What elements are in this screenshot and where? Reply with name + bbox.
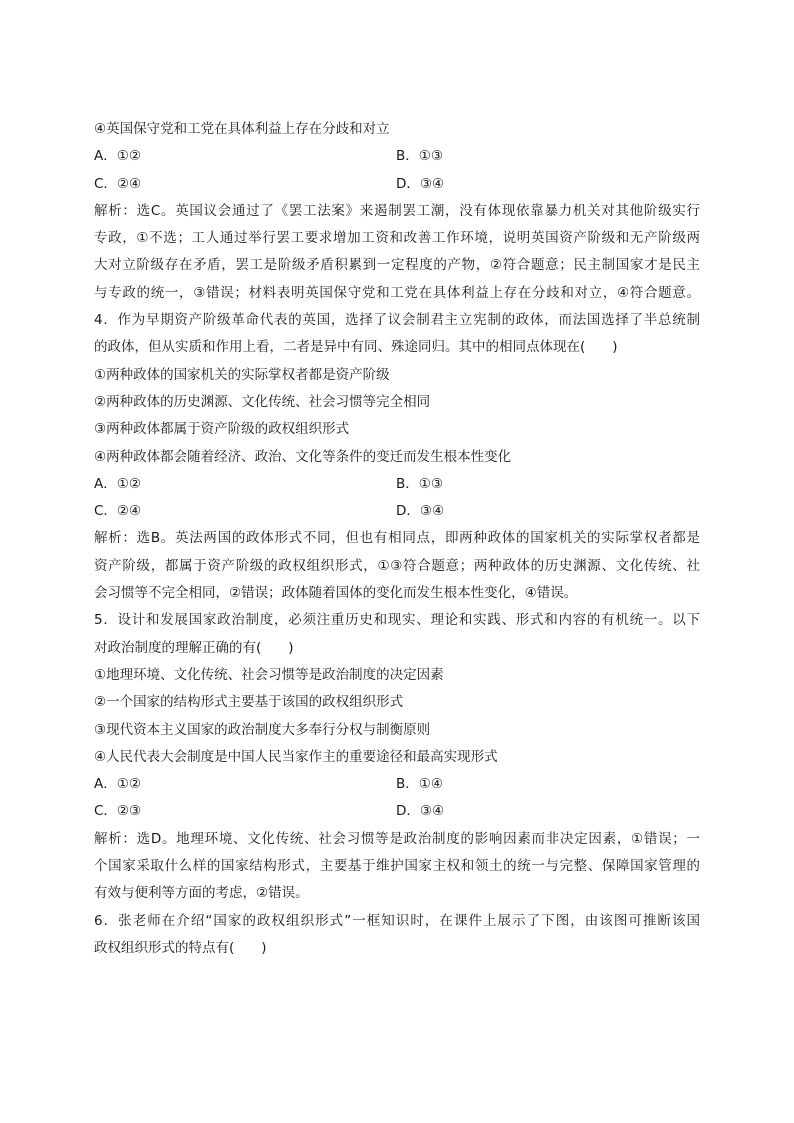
q3-statement-4: ④英国保守党和工党在具体利益上存在分歧和对立 [94,121,390,137]
q4-option-b: B．①③ [396,475,443,492]
q5-statement-1: ①地理环境、文化传统、社会习惯等是政治制度的决定因素 [94,666,444,683]
q5-option-d: D．③④ [396,803,445,820]
q5-explanation-line: 解析：选D。地理环境、文化传统、社会习惯等是政治制度的影响因素而非决定因素，①错误；一 [94,830,700,847]
q4-option-a: A．①② [94,475,141,492]
q5-statement-3: ③现代资本主义国家的政治制度大多奉行分权与制衡原则 [94,721,431,738]
q4-explanation-line: 会习惯等不完全相同，②错误；政体随着国体的变化而发生根本性变化，④错误。 [94,585,578,602]
q5-option-c: C．②③ [94,803,142,820]
q3-option-d: D．③④ [396,175,445,192]
q5-explanation-line: 个国家采取什么样的国家结构形式，主要基于维护国家主权和领土的统一与完整、保障国家管理的 [94,858,700,875]
q6-stem-line: 6．张老师在介绍“国家的政权组织形式”一框知识时，在课件上展示了下图，由该图可推断该国 [94,912,700,929]
q4-statement-1: ①两种政体的国家机关的实际掌权者都是资产阶级 [94,366,390,383]
q4-statement-3: ③两种政体都属于资产阶级的政权组织形式 [94,421,350,438]
q5-statement-4: ④人民代表大会制度是中国人民当家作主的重要途径和最高实现形式 [94,748,498,765]
q4-options-row-1 [94,471,700,498]
q5-option-b: B．①④ [396,776,443,793]
q4-option-c: C．②④ [94,503,142,520]
q4-statement-2: ②两种政体的历史渊源、文化传统、社会习惯等完全相同 [94,393,431,410]
q4-statement-4: ④两种政体都会随着经济、政治、文化等条件的变迁而发生根本性变化 [94,448,512,465]
q4-explanation-line: 解析：选B。英法两国的政体形式不同，但也有相同点，即两种政体的国家机关的实际掌权者都是 [94,530,700,547]
q5-options-row-2 [94,798,700,825]
q4-options-row-2 [94,498,700,525]
q6-stem-line: 政权组织形式的特点有( ) [94,939,267,956]
q3-explanation-line: 专政，①不选；工人通过举行罢工要求增加工资和改善工作环境，说明英国资产阶级和无产阶级两 [94,230,700,247]
q5-statement-2: ②一个国家的结构形式主要基于该国的政权组织形式 [94,694,404,711]
q5-option-a: A．①② [94,776,141,793]
q5-stem-line: 对政治制度的理解正确的有( ) [94,639,294,656]
q3-explanation-line: 与专政的统一，③错误；材料表明英国保守党和工党在具体利益上存在分歧和对立，④符合题意。 [94,284,700,301]
q3-explanation-line: 解析：选C。英国议会通过了《罢工法案》来遏制罢工潮，没有体现依靠暴力机关对其他阶级实行 [94,202,700,219]
q3-options-row-2 [94,171,700,198]
q5-explanation-line: 有效与便利等方面的考虑，②错误。 [94,885,309,902]
q3-option-b: B．①③ [396,148,443,165]
q5-stem-line: 5．设计和发展国家政治制度，必须注重历史和现实、理论和实践、形式和内容的有机统一。以下 [94,612,700,629]
q4-stem-line: 4．作为早期资产阶级革命代表的英国，选择了议会制君主立宪制的政体，而法国选择了半总统制 [94,312,700,329]
q5-options-row-1 [94,771,700,798]
q4-stem-line: 的政体，但从实质和作用上看，二者是异中有同、殊途同归。其中的相同点体现在( ) [94,339,618,356]
q4-option-d: D．③④ [396,503,445,520]
document-page [94,116,700,962]
q3-option-c: C．②④ [94,175,142,192]
q3-explanation-line: 大对立阶级存在矛盾，罢工是阶级矛盾积累到一定程度的产物，②符合题意；民主制国家才是民主 [94,257,700,274]
q3-options-row-1 [94,143,700,170]
q4-explanation-line: 资产阶级，都属于资产阶级的政权组织形式，①③符合题意；两种政体的历史渊源、文化传统、社 [94,557,700,574]
q3-option-a: A．①② [94,148,141,165]
